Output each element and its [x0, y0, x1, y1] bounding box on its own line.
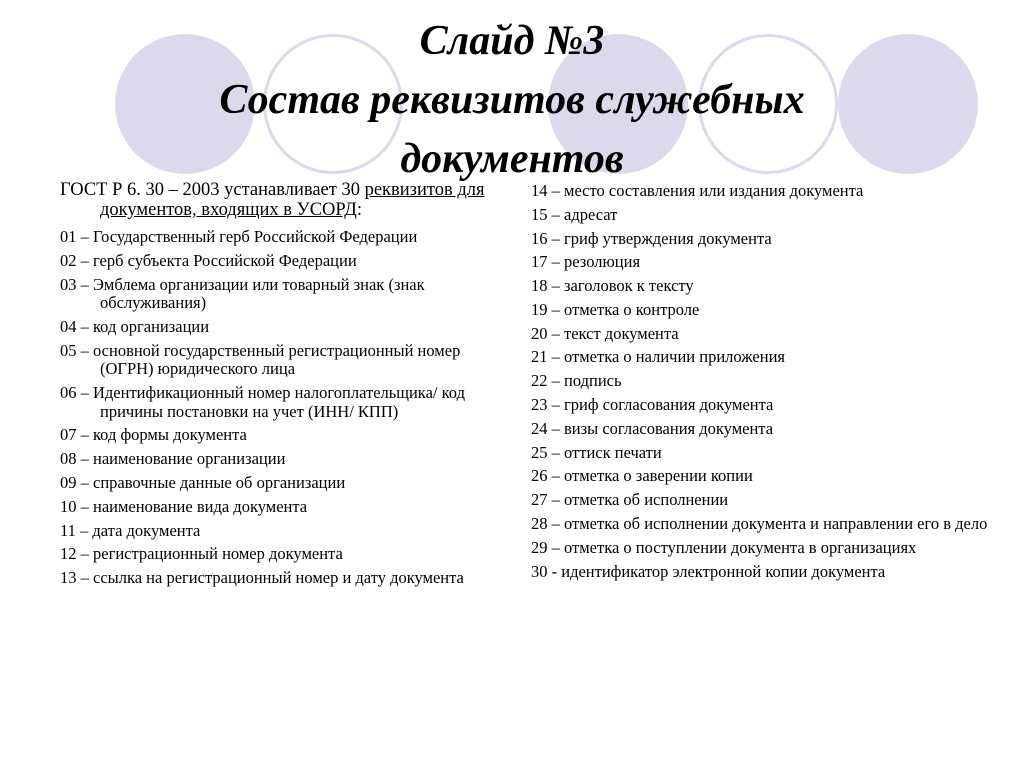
list-item: 07 – код формы документа [60, 425, 247, 445]
list-item: 09 – справочные данные об организации [60, 473, 346, 493]
slide-title-line-3: документов [400, 136, 624, 182]
list-item: 27 – отметка об исполнении [531, 490, 729, 510]
list-item: 05 – основной государственный регистрационный номер (ОГРН) юридического лица [60, 340, 461, 379]
intro-text [60, 180, 505, 220]
list-item: 23 – гриф согласования документа [531, 395, 774, 415]
list-item: 14 – место составления или издания документа [531, 181, 864, 200]
list-item: 04 – код организации [60, 316, 210, 336]
list-item: 26 – отметка о заверении копии [531, 466, 753, 486]
list-item: 15 – адресат [531, 204, 618, 224]
list-item: 22 – подпись [531, 371, 622, 391]
list-item: 06 – Идентификационный номер налогоплательщика/ код причины постановки на учет (ИНН/ КПП) [60, 383, 465, 421]
slide-title [0, 12, 1024, 189]
list-item: 29 – отметка о поступлении документа в организациях [531, 537, 917, 557]
list-item: 25 – оттиск печати [531, 442, 662, 462]
slide-title-line-1: Слайд №3 [419, 18, 605, 64]
right-column [531, 182, 991, 586]
list-item: 24 – визы согласования документа [531, 418, 774, 438]
list-item: 18 – заголовок к тексту [531, 276, 694, 296]
intro-prefix: ГОСТ Р 6. 30 – 2003 устанавливает 30 [60, 180, 360, 200]
list-item: 17 – резолюция [531, 252, 641, 272]
intro-suffix: : [356, 200, 363, 220]
slide-title-line-2: Состав реквизитов служебных [219, 77, 805, 123]
list-item: 02 – герб субъекта Российской Федерации [60, 250, 357, 270]
left-column [60, 180, 505, 593]
list-item: 19 – отметка о контроле [531, 299, 700, 319]
list-item: 10 – наименование вида документа [60, 496, 308, 516]
list-item: 20 – текст документа [531, 323, 679, 343]
list-item: 08 – наименование организации [60, 449, 286, 469]
intro-underlined: реквизитов для документов, входящих в УСОРД [100, 180, 485, 220]
list-item: 03 – Эмблема организации или товарный знак (знак обслуживания) [60, 274, 425, 313]
list-item: 01 – Государственный герб Российской Федерации [60, 227, 418, 246]
list-item: 12 – регистрационный номер документа [60, 544, 343, 564]
list-item: 28 – отметка об исполнении документа и направлении его в дело [531, 513, 988, 533]
list-item: 11 – дата документа [60, 520, 201, 540]
list-item: 13 – ссылка на регистрационный номер и дату документа [60, 568, 464, 588]
list-item: 16 – гриф утверждения документа [531, 228, 772, 248]
list-item: 21 – отметка о наличии приложения [531, 347, 785, 367]
list-item: 30 - идентификатор электронной копии документа [531, 561, 886, 581]
